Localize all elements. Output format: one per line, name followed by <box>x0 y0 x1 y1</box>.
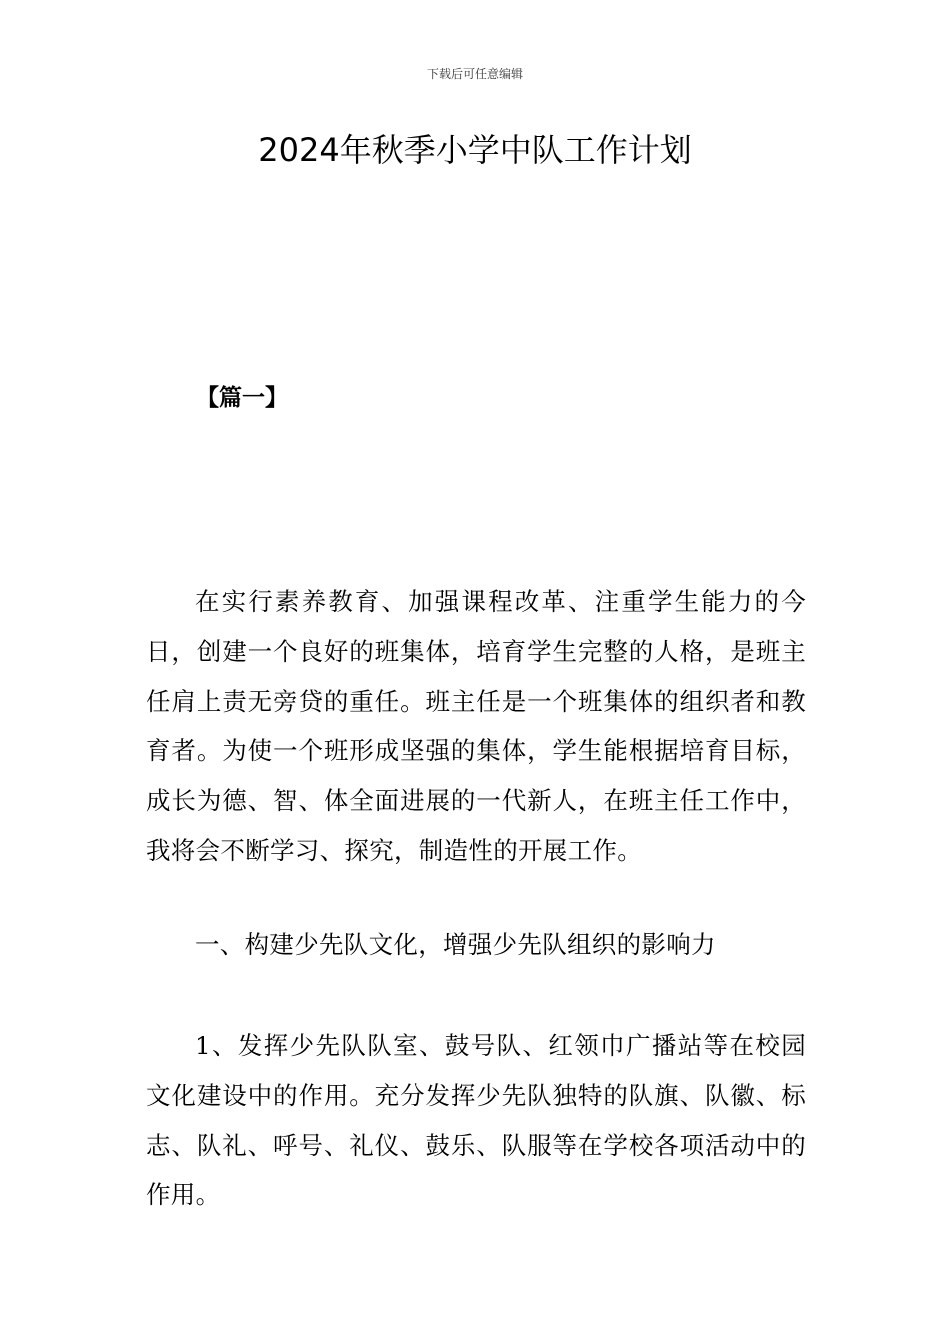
intro-paragraph: 在实行素养教育、加强课程改革、注重学生能力的今日，创建一个良好的班集体，培育学生完整的人格，是班主任肩上责无旁贷的重任。班主任是一个班集体的组织者和教育者。为使一个班形成坚强的集体，学生能根据培育目标，成长为德、智、体全面进展的一代新人，在班主任工作中，我将会不断学习、探究，制造性的开展工作。 <box>146 587 806 865</box>
section-label: 【篇一】 <box>196 385 288 411</box>
document-title: 2024年秋季小学中队工作计划 <box>258 131 692 169</box>
item-one-paragraph: 1、发挥少先队队室、鼓号队、红领巾广播站等在校园文化建设中的作用。充分发挥少先队独特的队旗、队徽、标志、队礼、呼号、礼仪、鼓乐、队服等在学校各项活动中的作用。 <box>146 1031 806 1210</box>
header-note: 下载后可任意编辑 <box>426 67 523 81</box>
section-heading-one: 一、构建少先队文化，增强少先队组织的影响力 <box>195 930 716 959</box>
